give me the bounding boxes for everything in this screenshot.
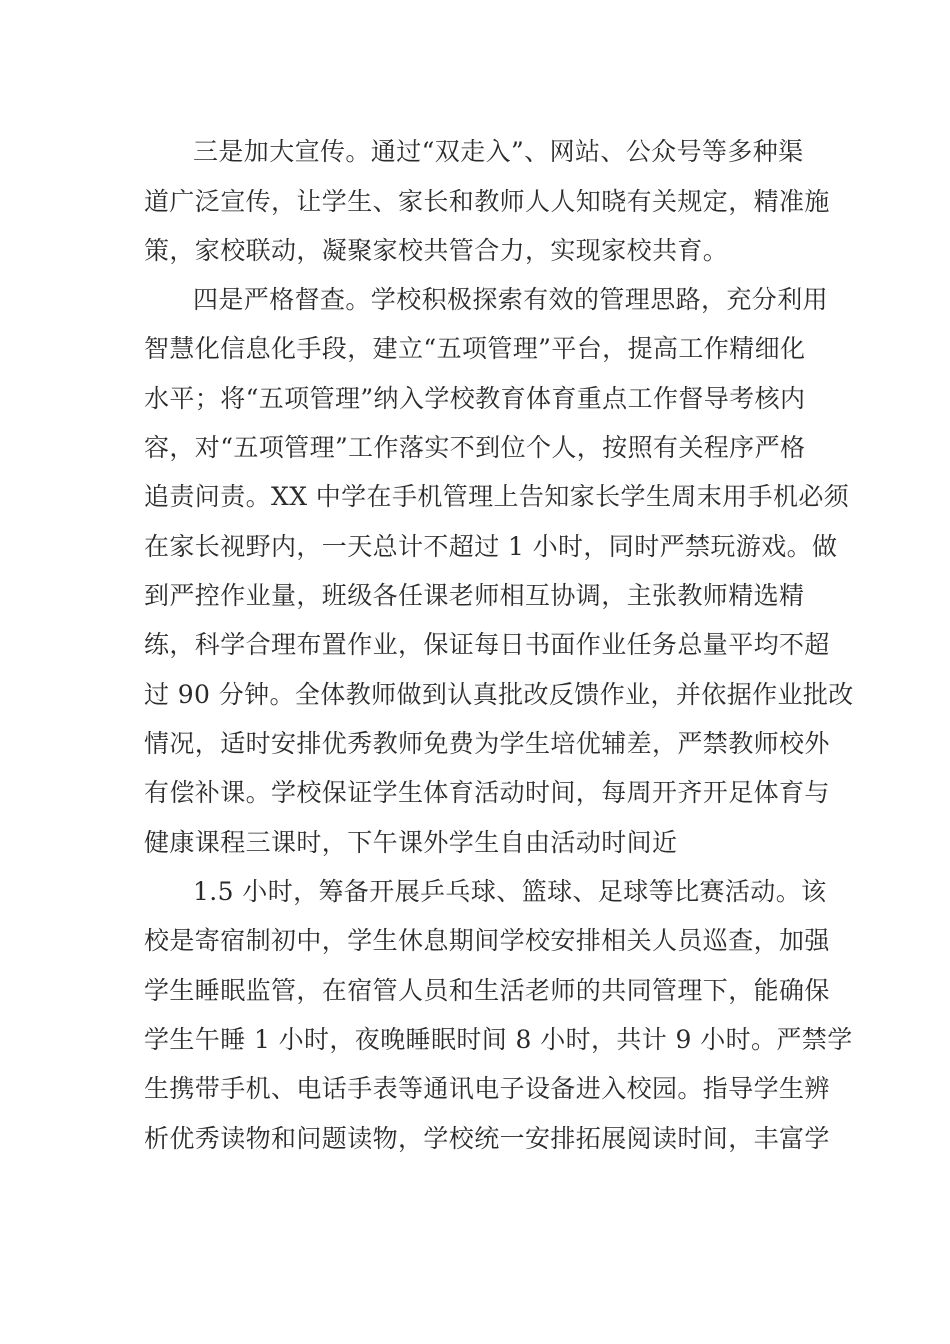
paragraph-line: 校是寄宿制初中，学生休息期间学校安排相关人员巡查，加强 bbox=[144, 926, 830, 955]
paragraph-line: 三是加大宣传。通过“双走入”、网站、公众号等多种渠 bbox=[193, 137, 804, 166]
paragraph-line: 追责问责。XX 中学在手机管理上告知家长学生周末用手机必须 bbox=[144, 482, 850, 511]
paragraph-line: 学生午睡 1 小时，夜晚睡眠时间 8 小时，共计 9 小时。严禁学 bbox=[144, 1025, 853, 1054]
paragraph-line: 析优秀读物和问题读物，学校统一安排拓展阅读时间，丰富学 bbox=[144, 1124, 830, 1153]
paragraph-line: 智慧化信息化手段，建立“五项管理”平台，提高工作精细化 bbox=[144, 334, 806, 363]
paragraph-line: 策，家校联动，凝聚家校共管合力，实现家校共育。 bbox=[144, 236, 729, 265]
paragraph-line: 有偿补课。学校保证学生体育活动时间，每周开齐开足体育与 bbox=[144, 778, 830, 807]
paragraph-line: 容，对“五项管理”工作落实不到位个人，按照有关程序严格 bbox=[144, 433, 806, 462]
paragraph-line: 情况，适时安排优秀教师免费为学生培优辅差，严禁教师校外 bbox=[144, 729, 830, 758]
paragraph-line: 1.5 小时，筹备开展乒乓球、篮球、足球等比赛活动。该 bbox=[193, 877, 827, 906]
paragraph-line: 在家长视野内，一天总计不超过 1 小时，同时严禁玩游戏。做 bbox=[144, 532, 838, 561]
paragraph-line: 学生睡眠监管，在宿管人员和生活老师的共同管理下，能确保 bbox=[144, 976, 830, 1005]
paragraph-line: 四是严格督查。学校积极探索有效的管理思路，充分利用 bbox=[193, 285, 829, 314]
paragraph-line: 道广泛宣传，让学生、家长和教师人人知晓有关规定，精准施 bbox=[144, 187, 830, 216]
paragraph-line: 健康课程三课时，下午课外学生自由活动时间近 bbox=[144, 828, 678, 857]
paragraph-line: 到严控作业量，班级各任课老师相互协调，主张教师精选精 bbox=[144, 581, 805, 610]
paragraph-line: 过 90 分钟。全体教师做到认真批改反馈作业，并依据作业批改 bbox=[144, 680, 854, 709]
paragraph-line: 水平；将“五项管理”纳入学校教育体育重点工作督导考核内 bbox=[144, 384, 806, 413]
paragraph-line: 练，科学合理布置作业，保证每日书面作业任务总量平均不超 bbox=[144, 630, 830, 659]
paragraph-line: 生携带手机、电话手表等通讯电子设备进入校园。指导学生辨 bbox=[144, 1074, 830, 1103]
